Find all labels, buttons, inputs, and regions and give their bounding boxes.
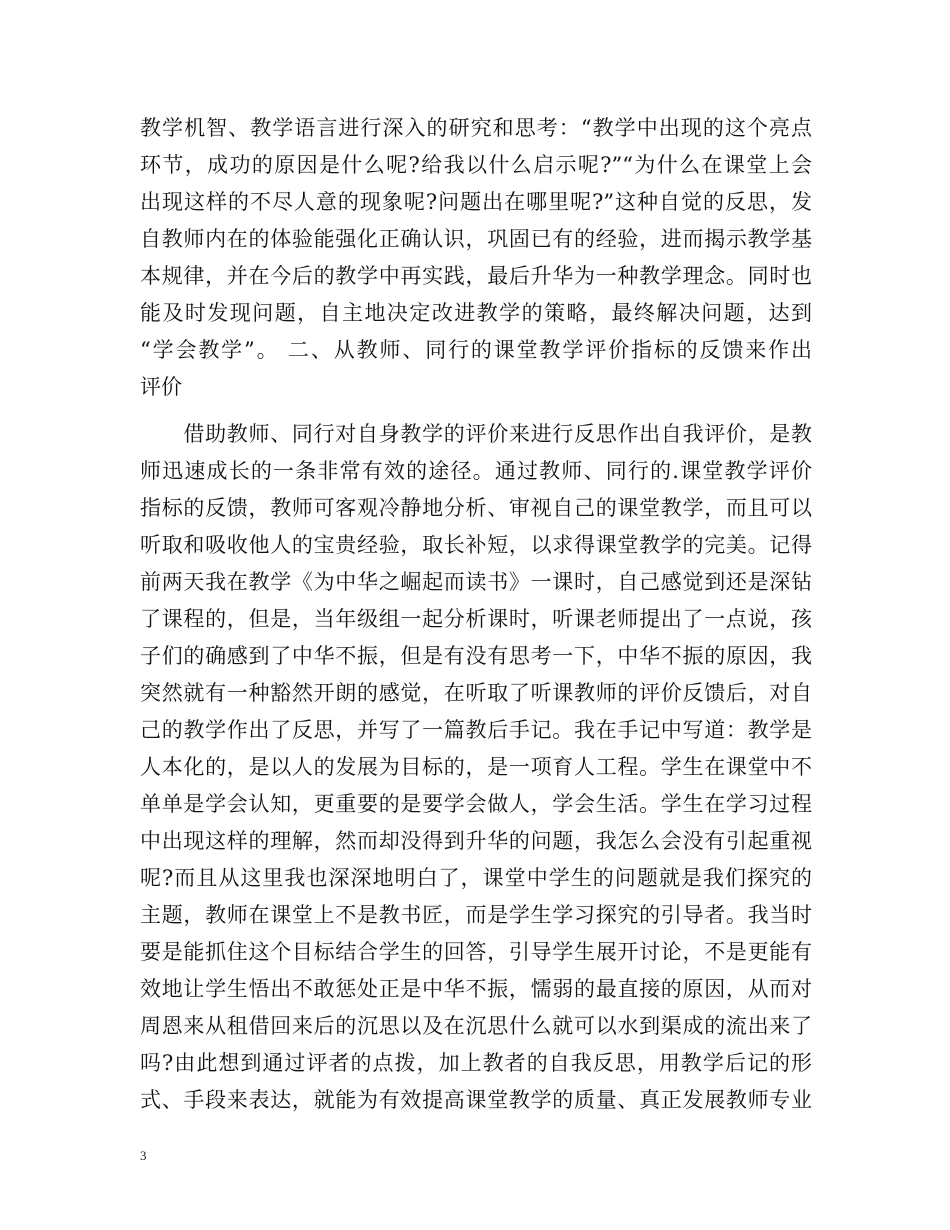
text-line: 指标的反馈，教师可客观冷静地分析、审视自己的课堂教学，而且可以 (140, 496, 812, 520)
paragraph-1 (140, 110, 812, 406)
text-line: 吗?由此想到通过评者的点拨，加上教者的自我反思，用教学后记的形 (140, 1051, 812, 1075)
text-line: 借助教师、同行对自身教学的评价来进行反思作出自我评价，是教 (140, 422, 812, 446)
text-line: 主题，教师在课堂上不是教书匠，而是学生学习探究的引导者。我当时 (140, 903, 812, 927)
text-line: 突然就有一种豁然开朗的感觉，在听取了听课教师的评价反馈后，对自 (140, 681, 812, 705)
text-line: 要是能抓住这个目标结合学生的回答，引导学生展开讨论，不是更能有 (140, 940, 812, 964)
text-line: 能及时发现问题，自主地决定改进教学的策略，最终解决问题，达到 (140, 301, 812, 325)
text-line: 环节，成功的原因是什么呢?给我以什么启示呢?”“为什么在课堂上会 (140, 153, 812, 177)
text-line: 人本化的，是以人的发展为目标的，是一项育人工程。学生在课堂中不 (140, 755, 812, 779)
text-line: 中出现这样的理解，然而却没得到升华的问题，我怎么会没有引起重视 (140, 829, 812, 853)
text-line: 呢?而且从这里我也深深地明白了，课堂中学生的问题就是我们探究的 (140, 866, 812, 890)
page-number: 3 (140, 1148, 147, 1163)
text-line: 效地让学生悟出不敢惩处正是中华不振，懦弱的最直接的原因，从而对 (140, 977, 812, 1001)
text-line: 出现这样的不尽人意的现象呢?问题出在哪里呢?”这种自觉的反思，发 (140, 190, 812, 214)
text-line: “学会教学”。 二、从教师、同行的课堂教学评价指标的反馈来作出 (140, 338, 812, 362)
text-line: 前两天我在教学《为中华之崛起而读书》一课时，自己感觉到还是深钻 (140, 570, 812, 594)
text-line: 本规律，并在今后的教学中再实践，最后升华为一种教学理念。同时也 (140, 264, 812, 288)
document-body (140, 110, 812, 1119)
text-line: 单单是学会认知，更重要的是要学会做人，学会生活。学生在学习过程 (140, 792, 812, 816)
text-line: 自教师内在的体验能强化正确认识，巩固已有的经验，进而揭示教学基 (140, 227, 812, 251)
text-line: 教学机智、教学语言进行深入的研究和思考：“教学中出现的这个亮点 (140, 116, 812, 140)
text-line: 己的教学作出了反思，并写了一篇教后手记。我在手记中写道：教学是 (140, 718, 812, 742)
text-line: 评价 (140, 375, 182, 399)
paragraph-gap (140, 406, 812, 416)
text-line: 子们的确感到了中华不振，但是有没有思考一下，中华不振的原因，我 (140, 644, 812, 668)
paragraph-2 (140, 416, 812, 1119)
text-line: 听取和吸收他人的宝贵经验，取长补短，以求得课堂教学的完美。记得 (140, 533, 812, 557)
text-line: 了课程的，但是，当年级组一起分析课时，听课老师提出了一点说，孩 (140, 607, 812, 631)
text-line: 师迅速成长的一条非常有效的途径。通过教师、同行的.课堂教学评价 (140, 459, 812, 483)
text-line: 式、手段来表达，就能为有效提高课堂教学的质量、真正发展教师专业 (140, 1088, 812, 1112)
text-line: 周恩来从租借回来后的沉思以及在沉思什么就可以水到渠成的流出来了 (140, 1014, 812, 1038)
